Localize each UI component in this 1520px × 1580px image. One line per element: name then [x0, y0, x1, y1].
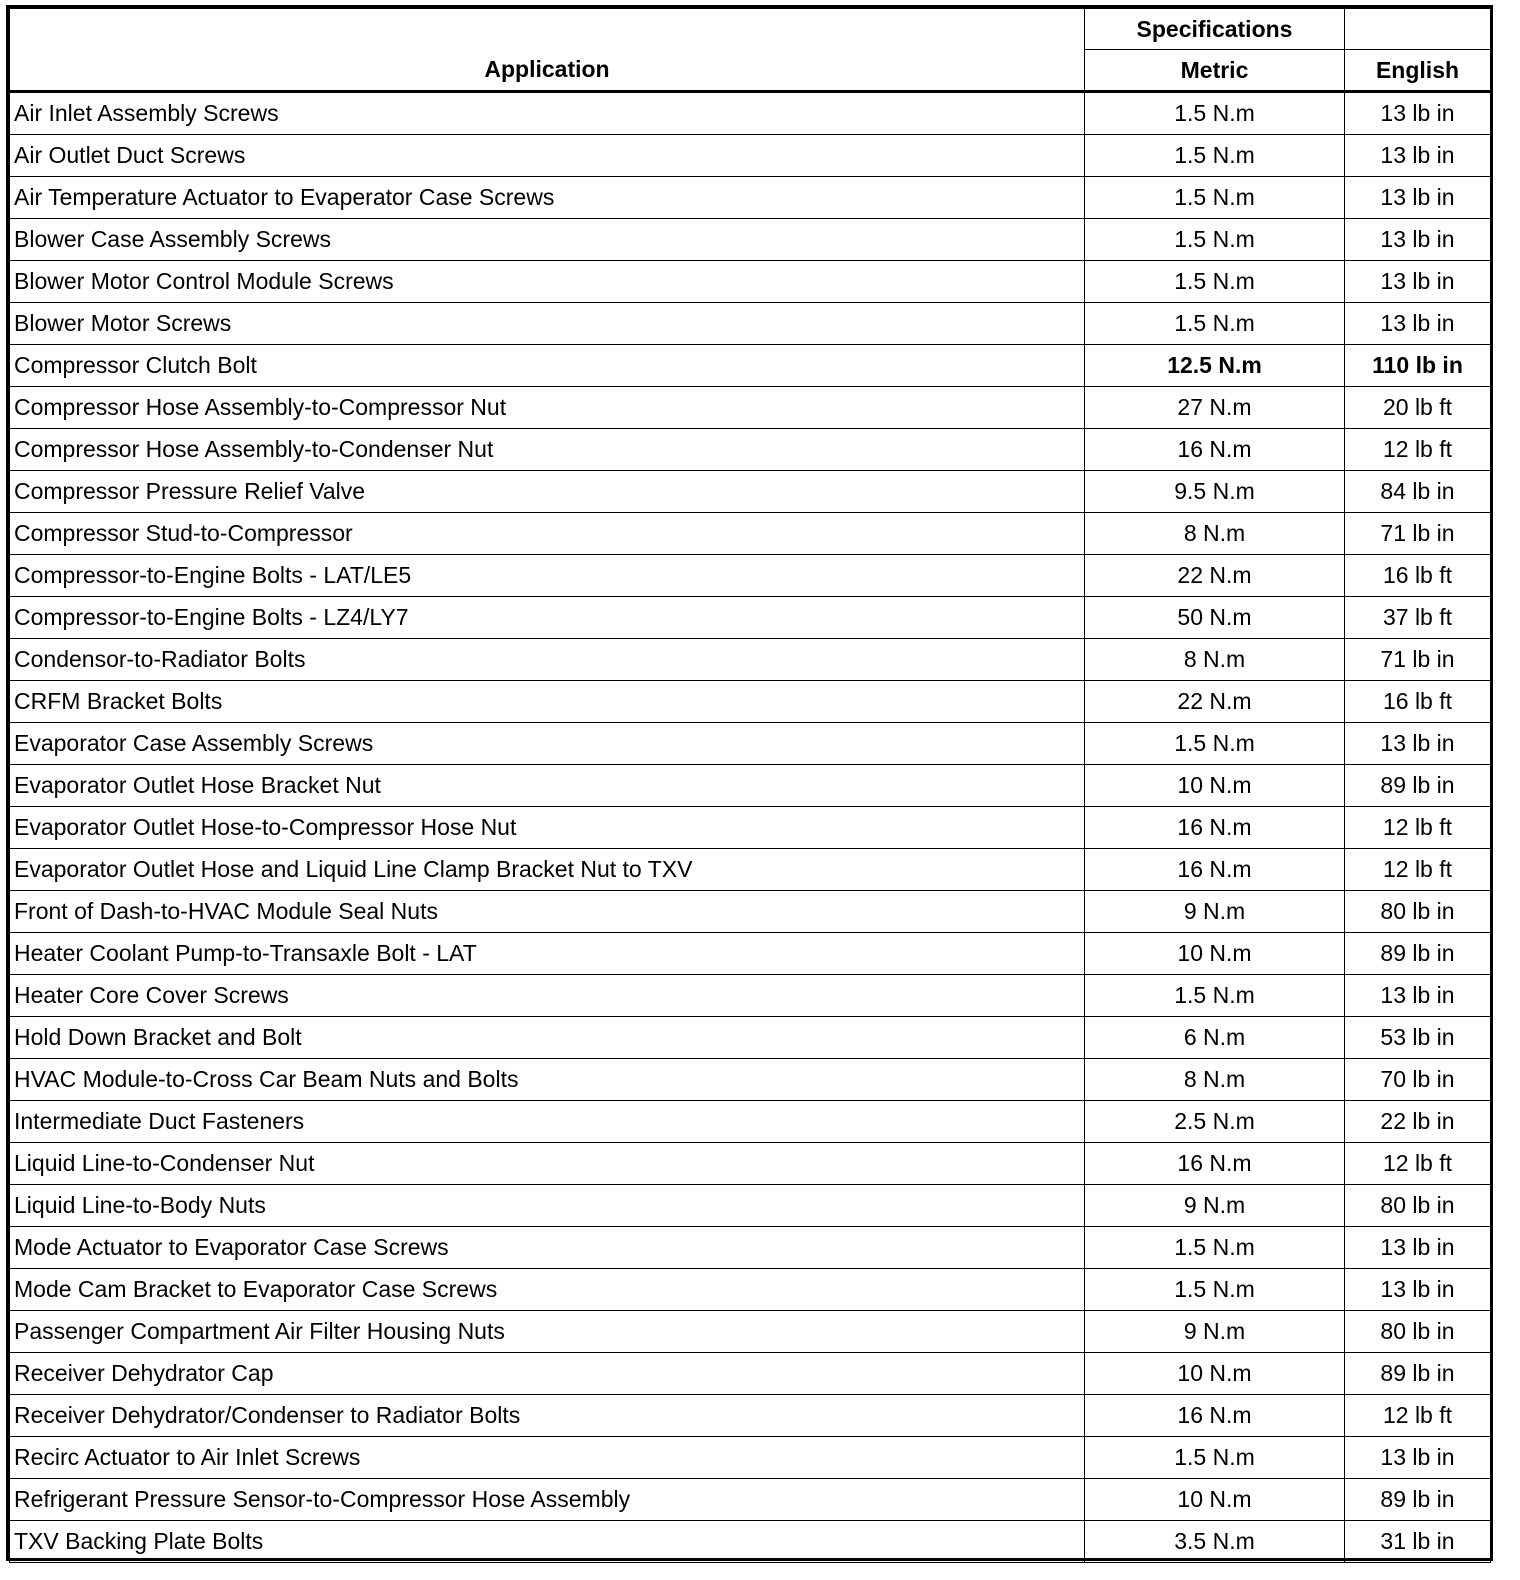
- english-cell: 71 lb in: [1345, 639, 1491, 681]
- application-cell: Air Temperature Actuator to Evaperator Case Screws: [10, 177, 1085, 219]
- table-row: [10, 1227, 1491, 1269]
- english-cell: 89 lb in: [1345, 1353, 1491, 1395]
- table-row: [10, 1479, 1491, 1521]
- application-cell: Evaporator Outlet Hose Bracket Nut: [10, 765, 1085, 807]
- english-cell: 89 lb in: [1345, 933, 1491, 975]
- metric-cell: 1.5 N.m: [1085, 135, 1345, 177]
- application-cell: Compressor Stud-to-Compressor: [10, 513, 1085, 555]
- english-cell: 12 lb ft: [1345, 849, 1491, 891]
- application-cell: Compressor-to-Engine Bolts - LZ4/LY7: [10, 597, 1085, 639]
- metric-cell: 10 N.m: [1085, 1479, 1345, 1521]
- table-row: [10, 429, 1491, 471]
- metric-cell: 9 N.m: [1085, 1311, 1345, 1353]
- english-cell: 80 lb in: [1345, 891, 1491, 933]
- english-cell: 37 lb ft: [1345, 597, 1491, 639]
- table-row: [10, 933, 1491, 975]
- application-cell: Liquid Line-to-Body Nuts: [10, 1185, 1085, 1227]
- application-cell: Blower Motor Control Module Screws: [10, 261, 1085, 303]
- application-cell: Mode Cam Bracket to Evaporator Case Screws: [10, 1269, 1085, 1311]
- metric-cell: 50 N.m: [1085, 597, 1345, 639]
- table-row: [10, 471, 1491, 513]
- table-row: [10, 387, 1491, 429]
- metric-cell: 2.5 N.m: [1085, 1101, 1345, 1143]
- metric-cell: 8 N.m: [1085, 639, 1345, 681]
- table-row: [10, 1521, 1491, 1563]
- metric-header: Metric: [1085, 50, 1345, 92]
- metric-cell: 1.5 N.m: [1085, 177, 1345, 219]
- metric-cell: 3.5 N.m: [1085, 1521, 1345, 1563]
- metric-cell: 16 N.m: [1085, 1143, 1345, 1185]
- table-row: [10, 1101, 1491, 1143]
- english-cell: 12 lb ft: [1345, 429, 1491, 471]
- application-cell: Mode Actuator to Evaporator Case Screws: [10, 1227, 1085, 1269]
- english-cell: 20 lb ft: [1345, 387, 1491, 429]
- metric-cell: 6 N.m: [1085, 1017, 1345, 1059]
- metric-cell: 9 N.m: [1085, 891, 1345, 933]
- metric-cell: 12.5 N.m: [1085, 345, 1345, 387]
- application-cell: Air Inlet Assembly Screws: [10, 92, 1085, 135]
- table-row: [10, 1269, 1491, 1311]
- english-cell: 89 lb in: [1345, 1479, 1491, 1521]
- metric-cell: 1.5 N.m: [1085, 1437, 1345, 1479]
- metric-cell: 22 N.m: [1085, 555, 1345, 597]
- english-cell: 22 lb in: [1345, 1101, 1491, 1143]
- metric-cell: 1.5 N.m: [1085, 92, 1345, 135]
- metric-cell: 22 N.m: [1085, 681, 1345, 723]
- table-row: [10, 1059, 1491, 1101]
- table-row: [10, 303, 1491, 345]
- metric-cell: 8 N.m: [1085, 513, 1345, 555]
- table-row: [10, 891, 1491, 933]
- table-row: [10, 681, 1491, 723]
- application-cell: Blower Case Assembly Screws: [10, 219, 1085, 261]
- application-header: Application: [10, 9, 1085, 92]
- table-row: [10, 1017, 1491, 1059]
- english-cell: 13 lb in: [1345, 1227, 1491, 1269]
- table-row: [10, 1185, 1491, 1227]
- application-cell: Refrigerant Pressure Sensor-to-Compressor Hose Assembly: [10, 1479, 1085, 1521]
- english-cell: 13 lb in: [1345, 135, 1491, 177]
- table-row: [10, 1143, 1491, 1185]
- table-row: [10, 849, 1491, 891]
- english-cell: 13 lb in: [1345, 975, 1491, 1017]
- specifications-header: Specifications: [1085, 9, 1345, 50]
- application-cell: Heater Coolant Pump-to-Transaxle Bolt - LAT: [10, 933, 1085, 975]
- english-cell: 12 lb ft: [1345, 1143, 1491, 1185]
- spec-table: [9, 8, 1491, 1563]
- table-row: [10, 345, 1491, 387]
- english-header: English: [1345, 50, 1491, 92]
- torque-spec-table: [6, 5, 1493, 1561]
- table-row: [10, 219, 1491, 261]
- application-cell: Condensor-to-Radiator Bolts: [10, 639, 1085, 681]
- application-cell: Blower Motor Screws: [10, 303, 1085, 345]
- application-cell: Receiver Dehydrator Cap: [10, 1353, 1085, 1395]
- metric-cell: 1.5 N.m: [1085, 219, 1345, 261]
- english-cell: 13 lb in: [1345, 219, 1491, 261]
- header-row-top: [10, 9, 1491, 50]
- english-cell: 53 lb in: [1345, 1017, 1491, 1059]
- metric-cell: 9.5 N.m: [1085, 471, 1345, 513]
- english-cell: 71 lb in: [1345, 513, 1491, 555]
- table-row: [10, 513, 1491, 555]
- table-row: [10, 807, 1491, 849]
- application-cell: Compressor Hose Assembly-to-Compressor Nut: [10, 387, 1085, 429]
- table-row: [10, 1395, 1491, 1437]
- english-cell: 89 lb in: [1345, 765, 1491, 807]
- english-cell: 110 lb in: [1345, 345, 1491, 387]
- application-cell: HVAC Module-to-Cross Car Beam Nuts and Bolts: [10, 1059, 1085, 1101]
- table-row: [10, 261, 1491, 303]
- table-body: [10, 92, 1491, 1563]
- table-row: [10, 639, 1491, 681]
- english-cell: 13 lb in: [1345, 723, 1491, 765]
- table-row: [10, 765, 1491, 807]
- english-cell: 13 lb in: [1345, 261, 1491, 303]
- application-cell: Evaporator Outlet Hose-to-Compressor Hose Nut: [10, 807, 1085, 849]
- table-row: [10, 92, 1491, 135]
- metric-cell: 16 N.m: [1085, 429, 1345, 471]
- application-cell: Air Outlet Duct Screws: [10, 135, 1085, 177]
- application-cell: Front of Dash-to-HVAC Module Seal Nuts: [10, 891, 1085, 933]
- table-row: [10, 1437, 1491, 1479]
- application-cell: Compressor Pressure Relief Valve: [10, 471, 1085, 513]
- english-cell: 16 lb ft: [1345, 681, 1491, 723]
- application-cell: Receiver Dehydrator/Condenser to Radiator Bolts: [10, 1395, 1085, 1437]
- header-blank-cell: [1345, 9, 1491, 50]
- application-cell: Passenger Compartment Air Filter Housing Nuts: [10, 1311, 1085, 1353]
- application-cell: Compressor Clutch Bolt: [10, 345, 1085, 387]
- metric-cell: 1.5 N.m: [1085, 723, 1345, 765]
- application-cell: CRFM Bracket Bolts: [10, 681, 1085, 723]
- english-cell: 12 lb ft: [1345, 1395, 1491, 1437]
- english-cell: 13 lb in: [1345, 92, 1491, 135]
- english-cell: 84 lb in: [1345, 471, 1491, 513]
- english-cell: 70 lb in: [1345, 1059, 1491, 1101]
- application-cell: Intermediate Duct Fasteners: [10, 1101, 1085, 1143]
- metric-cell: 10 N.m: [1085, 933, 1345, 975]
- metric-cell: 10 N.m: [1085, 1353, 1345, 1395]
- application-cell: Liquid Line-to-Condenser Nut: [10, 1143, 1085, 1185]
- application-cell: TXV Backing Plate Bolts: [10, 1521, 1085, 1563]
- application-cell: Recirc Actuator to Air Inlet Screws: [10, 1437, 1085, 1479]
- table-row: [10, 135, 1491, 177]
- english-cell: 12 lb ft: [1345, 807, 1491, 849]
- table-row: [10, 597, 1491, 639]
- metric-cell: 10 N.m: [1085, 765, 1345, 807]
- english-cell: 80 lb in: [1345, 1185, 1491, 1227]
- english-cell: 16 lb ft: [1345, 555, 1491, 597]
- table-row: [10, 723, 1491, 765]
- application-cell: Evaporator Case Assembly Screws: [10, 723, 1085, 765]
- application-cell: Hold Down Bracket and Bolt: [10, 1017, 1085, 1059]
- application-cell: Evaporator Outlet Hose and Liquid Line Clamp Bracket Nut to TXV: [10, 849, 1085, 891]
- metric-cell: 1.5 N.m: [1085, 1269, 1345, 1311]
- table-header: [10, 9, 1491, 92]
- english-cell: 13 lb in: [1345, 1269, 1491, 1311]
- metric-cell: 1.5 N.m: [1085, 975, 1345, 1017]
- english-cell: 13 lb in: [1345, 303, 1491, 345]
- metric-cell: 27 N.m: [1085, 387, 1345, 429]
- application-cell: Compressor-to-Engine Bolts - LAT/LE5: [10, 555, 1085, 597]
- english-cell: 13 lb in: [1345, 1437, 1491, 1479]
- table-row: [10, 555, 1491, 597]
- metric-cell: 1.5 N.m: [1085, 261, 1345, 303]
- application-cell: Heater Core Cover Screws: [10, 975, 1085, 1017]
- english-cell: 31 lb in: [1345, 1521, 1491, 1563]
- english-cell: 13 lb in: [1345, 177, 1491, 219]
- metric-cell: 1.5 N.m: [1085, 1227, 1345, 1269]
- metric-cell: 9 N.m: [1085, 1185, 1345, 1227]
- metric-cell: 1.5 N.m: [1085, 303, 1345, 345]
- metric-cell: 16 N.m: [1085, 849, 1345, 891]
- application-cell: Compressor Hose Assembly-to-Condenser Nut: [10, 429, 1085, 471]
- metric-cell: 16 N.m: [1085, 1395, 1345, 1437]
- metric-cell: 8 N.m: [1085, 1059, 1345, 1101]
- table-row: [10, 1311, 1491, 1353]
- table-row: [10, 1353, 1491, 1395]
- table-row: [10, 975, 1491, 1017]
- table-row: [10, 177, 1491, 219]
- metric-cell: 16 N.m: [1085, 807, 1345, 849]
- english-cell: 80 lb in: [1345, 1311, 1491, 1353]
